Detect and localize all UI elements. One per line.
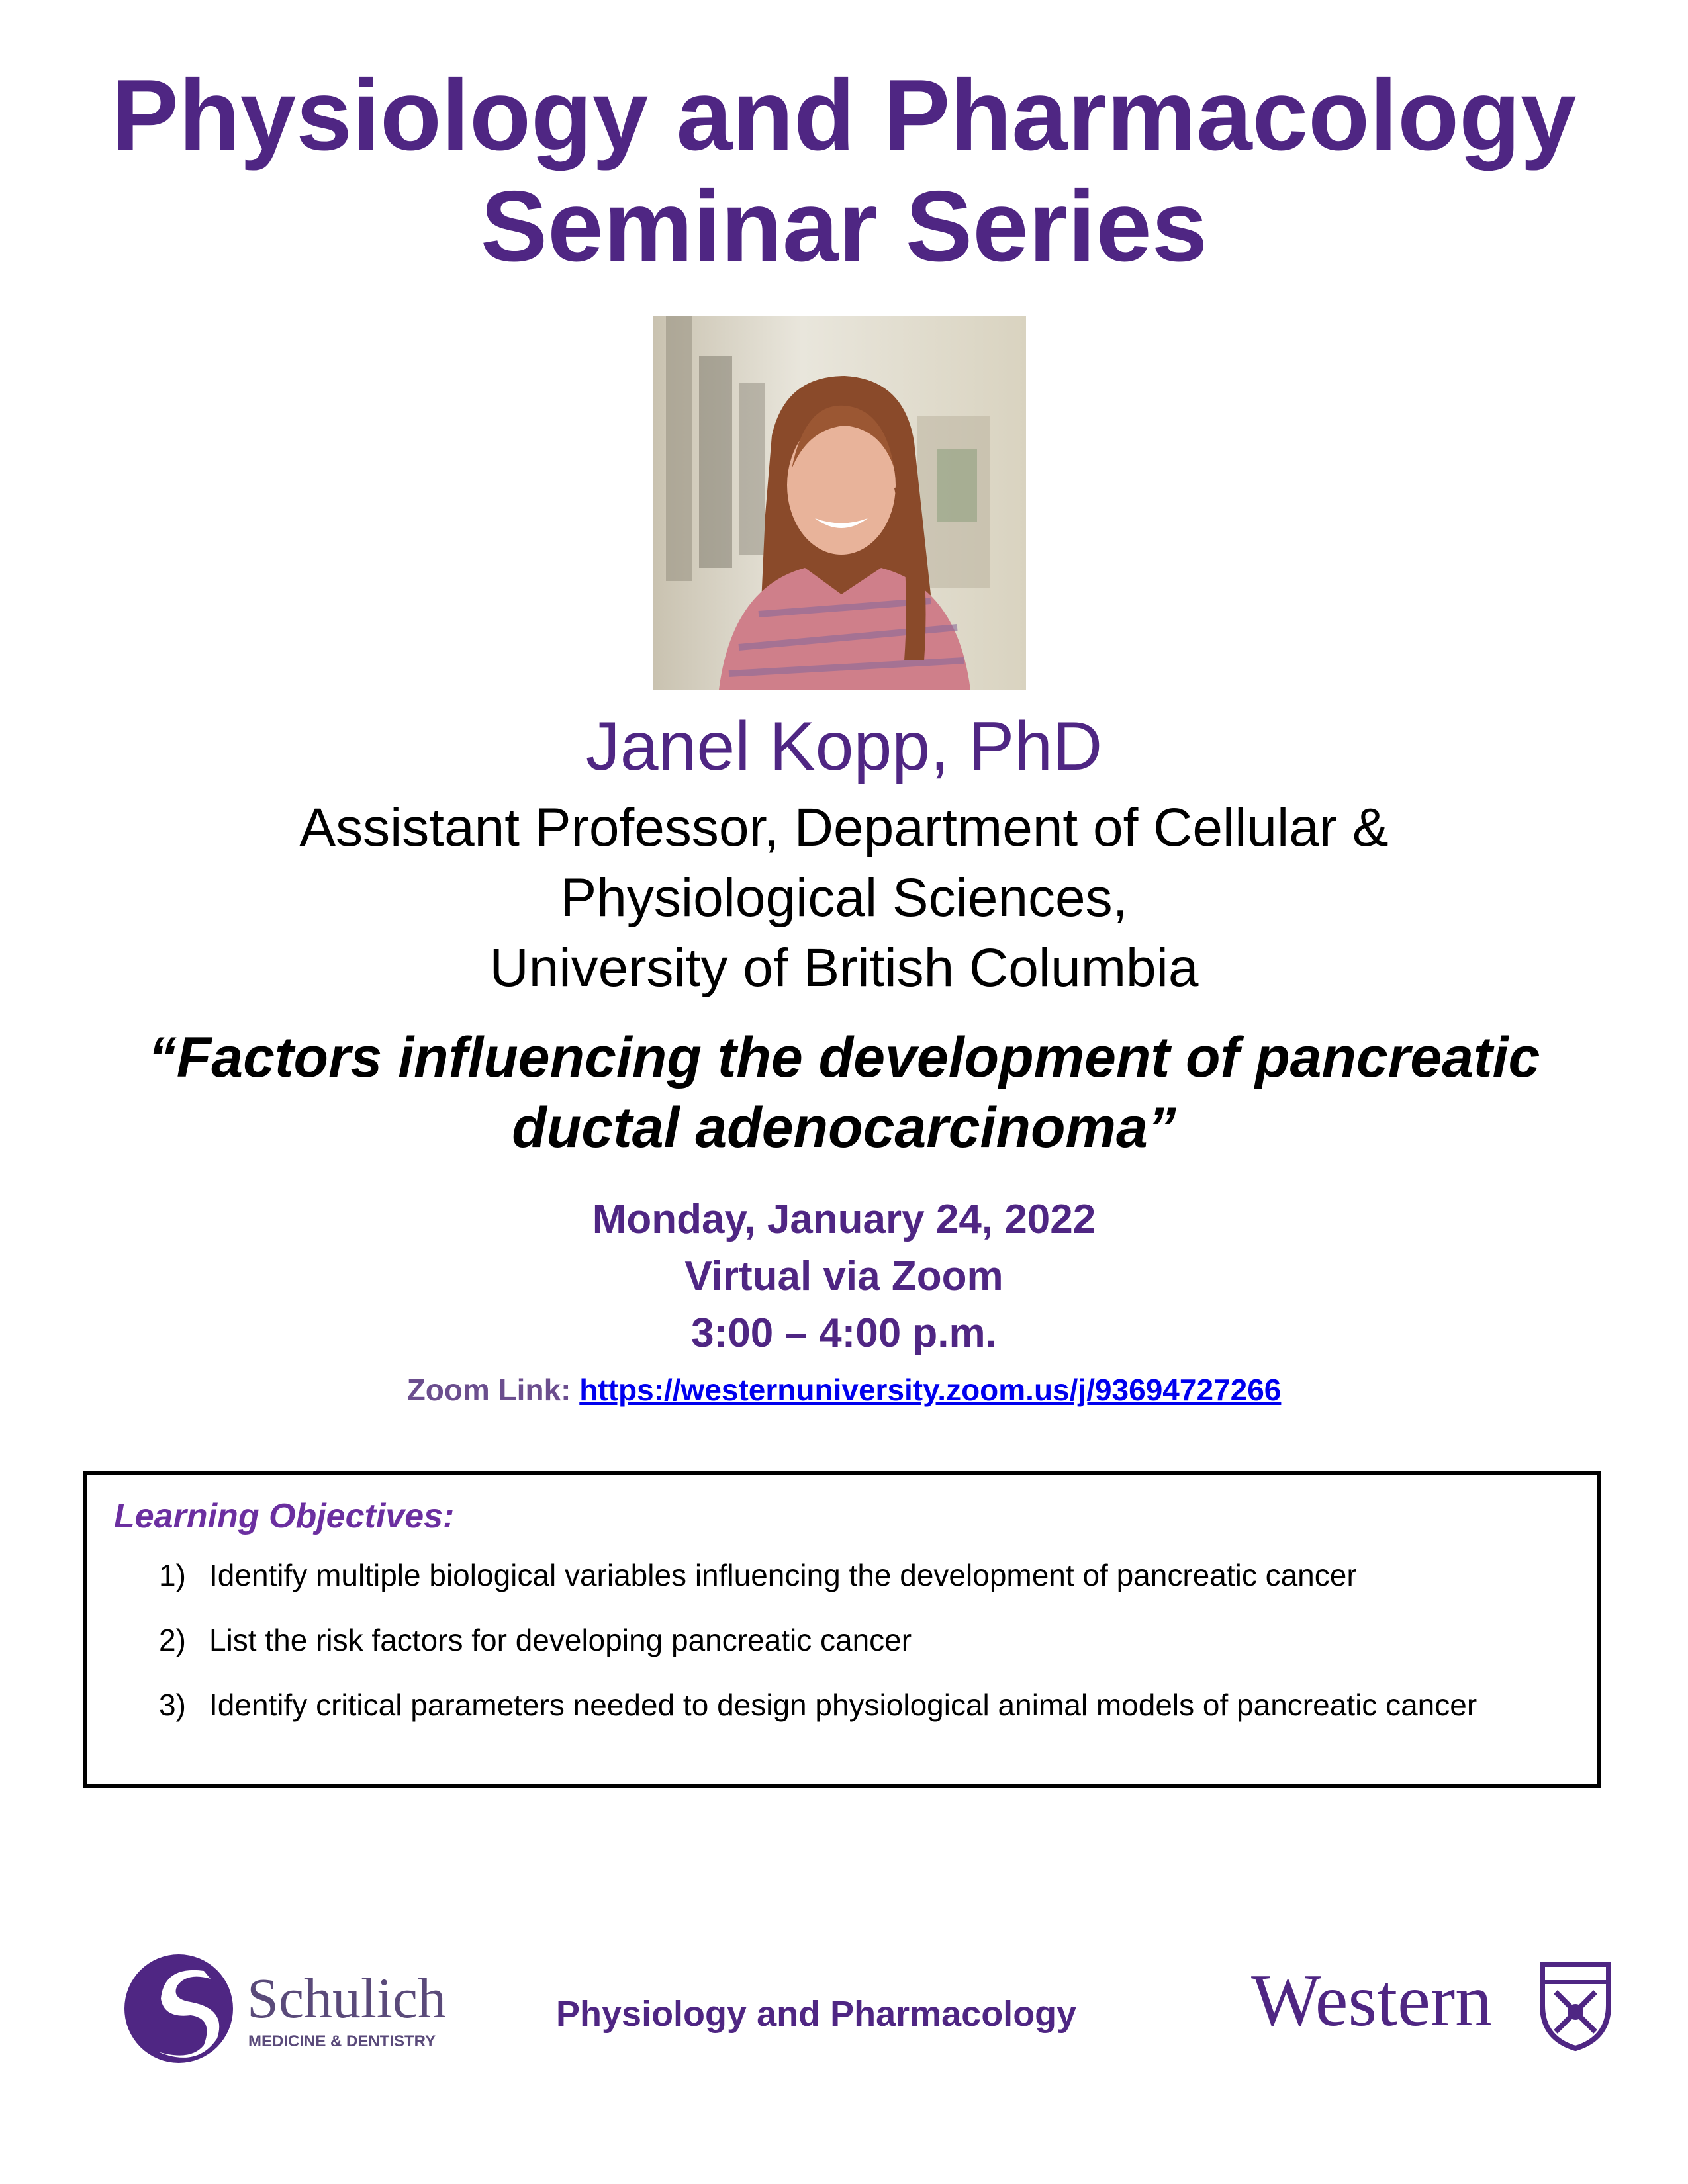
list-item-text: Identify multiple biological variables influencing the development of pancreatic cancer: [209, 1558, 1357, 1592]
list-item-number: 2): [159, 1623, 186, 1657]
western-logo: [1251, 1952, 1622, 2052]
footer-department: Physiology and Pharmacology: [556, 1994, 1077, 2034]
western-logo-text: Western: [1251, 1960, 1493, 2042]
list-item-number: 1): [159, 1558, 186, 1592]
event-time: 3:00 – 4:00 p.m.: [691, 1310, 997, 1356]
speaker-name: Janel Kopp, PhD: [585, 708, 1103, 785]
affiliation-line3: University of British Columbia: [489, 938, 1199, 998]
affiliation-line2: Physiological Sciences,: [560, 868, 1128, 928]
talk-title-line1: “Factors influencing the development of pancreatic: [148, 1026, 1540, 1089]
affiliation-line1: Assistant Professor, Department of Cellular &: [299, 797, 1389, 858]
talk-title-line2: ductal adenocarcinoma”: [512, 1096, 1176, 1160]
list-item: [159, 1621, 1562, 1659]
event-date: Monday, January 24, 2022: [592, 1197, 1096, 1242]
seminar-title-line1: Physiology and Pharmacology: [111, 59, 1577, 171]
schulich-logo-text: Schulich: [247, 1966, 446, 2030]
learning-objectives-heading: Learning Objectives:: [114, 1497, 455, 1535]
speaker-photo: [653, 316, 1026, 690]
seminar-title: [0, 60, 1688, 282]
learning-objectives-box: [83, 1471, 1601, 1788]
zoom-link-row: [0, 1370, 1688, 1410]
list-item-number: 3): [159, 1688, 186, 1722]
speaker-affiliation: [0, 793, 1688, 1003]
seminar-title-line2: Seminar Series: [480, 170, 1208, 283]
talk-title: [0, 1023, 1688, 1163]
event-details: [0, 1191, 1688, 1362]
list-item-text: List the risk factors for developing pancreatic cancer: [209, 1623, 912, 1657]
zoom-link[interactable]: https://westernuniversity.zoom.us/j/93694727266: [579, 1373, 1282, 1407]
list-item: [159, 1556, 1562, 1594]
event-location: Virtual via Zoom: [684, 1253, 1004, 1299]
schulich-logo-subtext: MEDICINE & DENTISTRY: [248, 2032, 436, 2050]
list-item-text: Identify critical parameters needed to design physiological animal models of pancreatic cancer: [209, 1688, 1477, 1722]
zoom-link-label: Zoom Link:: [406, 1373, 571, 1407]
list-item: [159, 1686, 1562, 1724]
schulich-logo: [124, 1946, 495, 2071]
learning-objectives-list: [159, 1556, 1562, 1751]
